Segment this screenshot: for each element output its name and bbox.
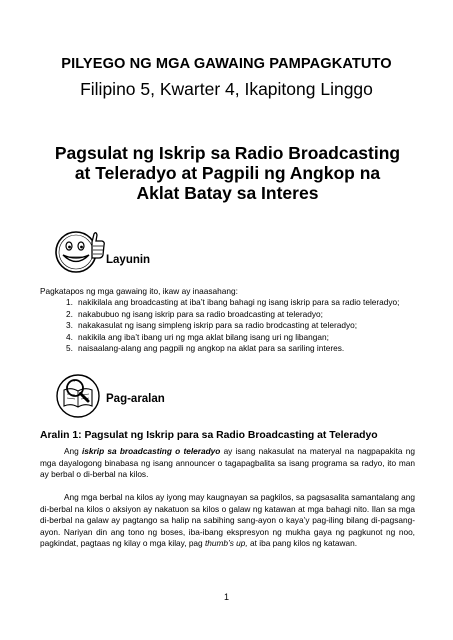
list-item: 3. nakakasulat ng isang simpleng iskrip para sa radio brodcasting at teleradyo; [66, 320, 358, 330]
paragraph-definition: Ang iskrip sa broadcasting o teleradyo ay isang nakasulat na materyal na nagpapakita ng mga dayalogong binabasa ng isang announcer o tagapagbalita sa isang programa sa radyo, ito man ay berbal o di-berbal na kilos. [40, 446, 415, 479]
lesson-title-line-2: at Teleradyo at Pagpili ng Angkop na [74, 163, 381, 183]
page-number: 1 [223, 592, 229, 602]
list-item: 5. naisaalang-alang ang pagpili ng angkop na aklat para sa sariling interes. [66, 343, 345, 353]
pagaralan-label: Pag-aralan [106, 393, 165, 405]
list-item: 1. nakikilala ang broadcasting at iba’t ibang bahagi ng isang iskrip para sa radio teleradyo; [66, 297, 400, 307]
smiley-thumbs-up-icon [54, 228, 106, 281]
paragraph-kilos: Ang mga berbal na kilos ay iyong may kaugnayan sa pagkilos, sa pagsasalita samantalang ang di-berbal na kilos o aksiyon ay nakatuon sa kilos o galaw ng katawan at mga bahagi nito. Ilan sa mga di-berbal na galaw ay pagtango sa halip na sabihing sang-ayon o kaya’y pag-iling bilang di-pagsang-ayon. Nariyan din ang tono ng boses, iba-ibang ekspresyon ng mukha gaya ng pagkunot ng noo, pagkindat, pagtaas ng kilay o mga kilay, pag thumb’s up, at iba pang kilos ng katawan. [40, 492, 415, 548]
list-item: 2. nakabubuo ng isang iskrip para sa radio broadcasting at teleradyo; [66, 308, 323, 319]
emphasized-term: thumb’s up, [204, 538, 248, 548]
subject-quarter-week: Filipino 5, Kwarter 4, Ikapitong Linggo [80, 79, 373, 99]
aralin-title: Aralin 1: Pagsulat ng Iskrip para sa Radio Broadcasting at Teleradyo [40, 430, 378, 441]
lesson-title-line-3: Aklat Batay sa Interes [136, 183, 319, 203]
lesson-title [40, 143, 415, 203]
list-item: 4. nakikila ang iba’t ibang uri ng mga aklat bilang isang uri ng libangan; [66, 331, 329, 342]
objectives-list [66, 297, 411, 355]
layunin-label: Layunin [106, 254, 151, 266]
emphasized-term: iskrip sa broadcasting o teleradyo [82, 446, 221, 456]
worksheet-header: PILYEGO NG MGA GAWAING PAMPAGKATUTO [61, 56, 392, 72]
lesson-title-line-1: Pagsulat ng Iskrip sa Radio Broadcasting [54, 143, 401, 163]
magnifying-glass-book-icon [54, 372, 106, 427]
objectives-intro: Pagkatapos ng mga gawaing ito, ikaw ay inaasahang: [40, 286, 238, 296]
